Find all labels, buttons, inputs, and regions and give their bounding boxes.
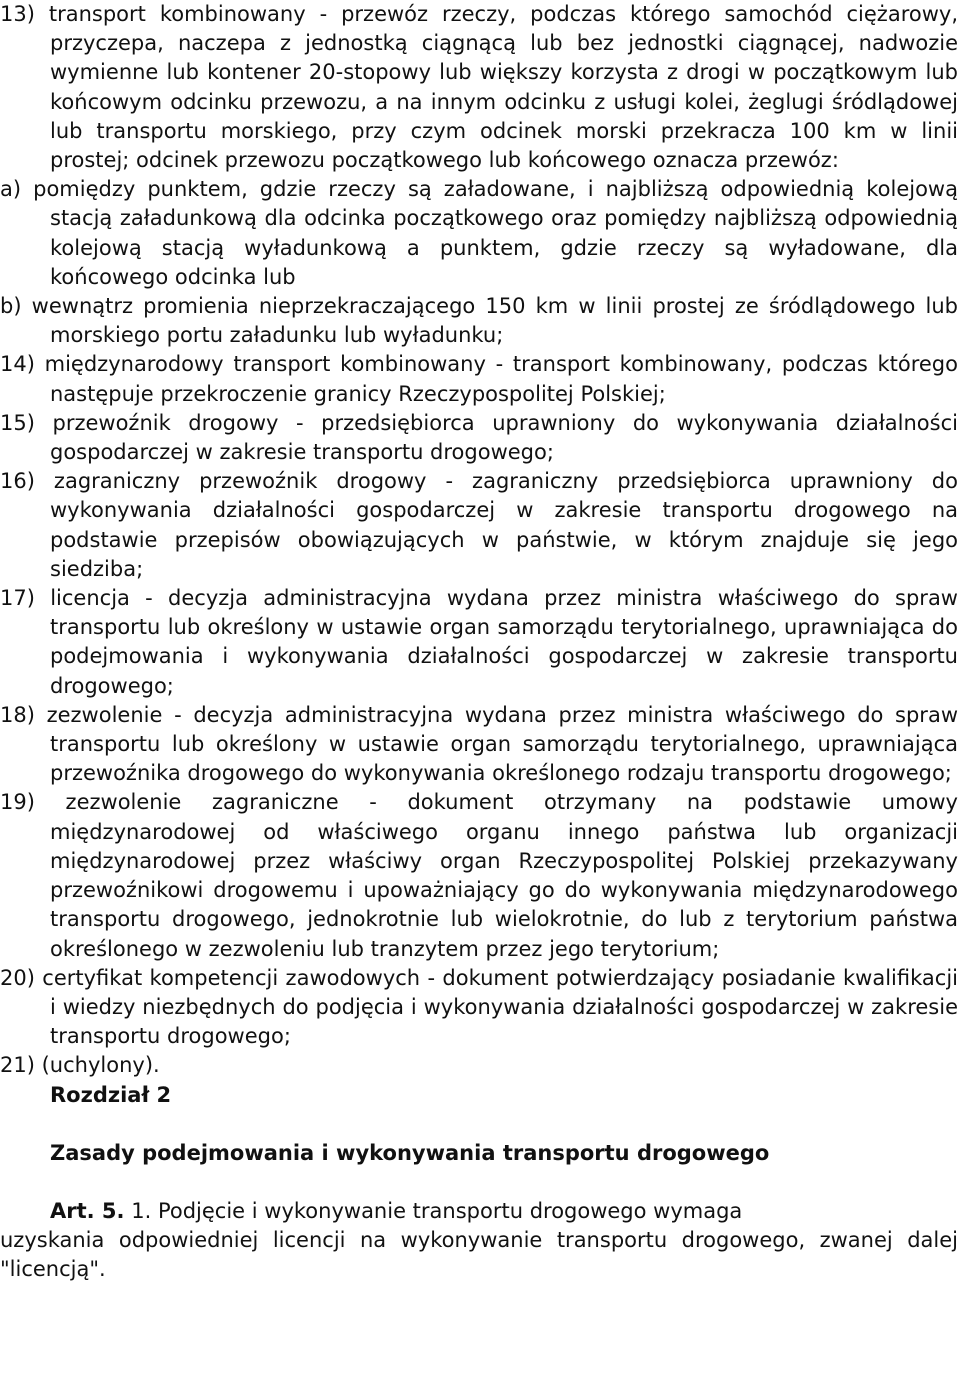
item-text: zagraniczny przewoźnik drogowy - zagraniczny przedsiębiorca uprawniony do wykonywania działalności gospodarczej w zakresie transportu drogowego na podstawie przepisów obowiązujących w państwie, w którym znajduje się jego siedziba; — [50, 469, 958, 581]
item-text: zezwolenie - decyzja administracyjna wydana przez ministra właściwego do spraw transportu lub określony w ustawie organ samorządu terytorialnego, uprawniająca przewoźnika drogowego do wykonywania określonego rodzaju transportu drogowego; — [46, 702, 958, 786]
subitem-text: wewnątrz promienia nieprzekraczającego 150 km w linii prostej ze śródlądowego lub morskiego portu załadunku lub wyładunku; — [31, 294, 958, 348]
article-text-continued: uzyskania odpowiedniej licencji na wykonywanie transportu drogowego, zwanej dalej "licencją". — [0, 1228, 958, 1282]
subitem-a — [0, 175, 958, 292]
article-text-first: Podjęcie i wykonywanie transportu drogowego wymaga — [157, 1198, 743, 1223]
paragraph-number: 1. — [131, 1198, 152, 1223]
definition-item-15 — [0, 409, 958, 467]
item-text: międzynarodowy transport kombinowany - transport kombinowany, podczas którego następuje przekroczenie granicy Rzeczypospolitej Polskiej; — [44, 352, 958, 406]
item-number: 18) — [0, 702, 35, 727]
chapter-title: Zasady podejmowania i wykonywania transportu drogowego — [50, 1140, 770, 1165]
item-text: transport kombinowany - przewóz rzeczy, podczas którego samochód ciężarowy, przyczepa, naczepa z jednostką ciągnącą lub bez jednostki ciągnącej, nadwozie wymienne lub kontener 20-stopowy lub większy korzysta z drogi w początkowym lub końcowym odcinku przewozu, a na innym odcinku z usługi kolei, żeglugi śródlądowej lub transportu morskiego, przy czym odcinek morski przekracza 100 km w linii prostej; odcinek przewozu początkowego lub końcowego oznacza przewóz: — [48, 2, 958, 173]
subitem-b — [0, 292, 958, 350]
item-text: licencja - decyzja administracyjna wydana przez ministra właściwego do spraw transportu lub określony w ustawie organ samorządu terytorialnego, uprawniająca do podejmowania i wykonywania działalności gospodarczej w zakresie transportu drogowego; — [50, 586, 958, 698]
definition-item-17 — [0, 584, 958, 701]
item-number: 13) — [0, 2, 35, 26]
definition-item-14 — [0, 350, 958, 408]
article-label: Art. 5. — [50, 1198, 125, 1223]
article-paragraph — [0, 1197, 958, 1226]
item-number: 16) — [0, 469, 35, 494]
item-number: 21) — [0, 1053, 35, 1078]
item-text: (uchylony). — [41, 1053, 160, 1078]
definition-item-20 — [0, 964, 958, 1052]
item-number: 20) — [0, 965, 35, 990]
item-number: 19) — [0, 790, 35, 815]
definition-item-13 — [0, 0, 958, 175]
definition-item-19 — [0, 788, 958, 963]
item-number: 17) — [0, 586, 35, 611]
item-number: 15) — [0, 410, 35, 435]
item-text: przewoźnik drogowy - przedsiębiorca uprawniony do wykonywania działalności gospodarczej w zakresie transportu drogowego; — [50, 410, 958, 465]
subitem-label: a) — [0, 177, 22, 202]
item-text: certyfikat kompetencji zawodowych - dokument potwierdzający posiadanie kwalifikacji i wiedzy niezbędnych do podjęcia i wykonywania działalności gospodarczej w zakresie transportu drogowego; — [42, 965, 958, 1049]
subitem-label: b) — [0, 294, 22, 319]
definition-item-21 — [0, 1051, 958, 1080]
item-number: 14) — [0, 352, 35, 377]
definition-item-18 — [0, 701, 958, 789]
chapter-number: Rozdział 2 — [50, 1082, 172, 1107]
subitem-text: pomiędzy punktem, gdzie rzeczy są załadowane, i najbliższą odpowiednią kolejową stacją załadunkową dla odcinka początkowego oraz pomiędzy najbliższą odpowiednią kolejową stacją wyładunkową a punktem, gdzie rzeczy są wyładowane, dla końcowego odcinka lub — [33, 177, 958, 289]
definition-item-16 — [0, 467, 958, 584]
item-text: zezwolenie zagraniczne - dokument otrzymany na podstawie umowy międzynarodowej od właściwego organu innego państwa lub organizacji międzynarodowej przez właściwy organ Rzeczypospolitej Polskiej przekazywany przewoźnikowi drogowemu i upoważniający go do wykonywania międzynarodowego transportu drogowego, jednokrotnie lub wielokrotnie, do lub z terytorium państwa określonego w zezwoleniu lub tranzytem przez jego terytorium; — [50, 790, 958, 961]
